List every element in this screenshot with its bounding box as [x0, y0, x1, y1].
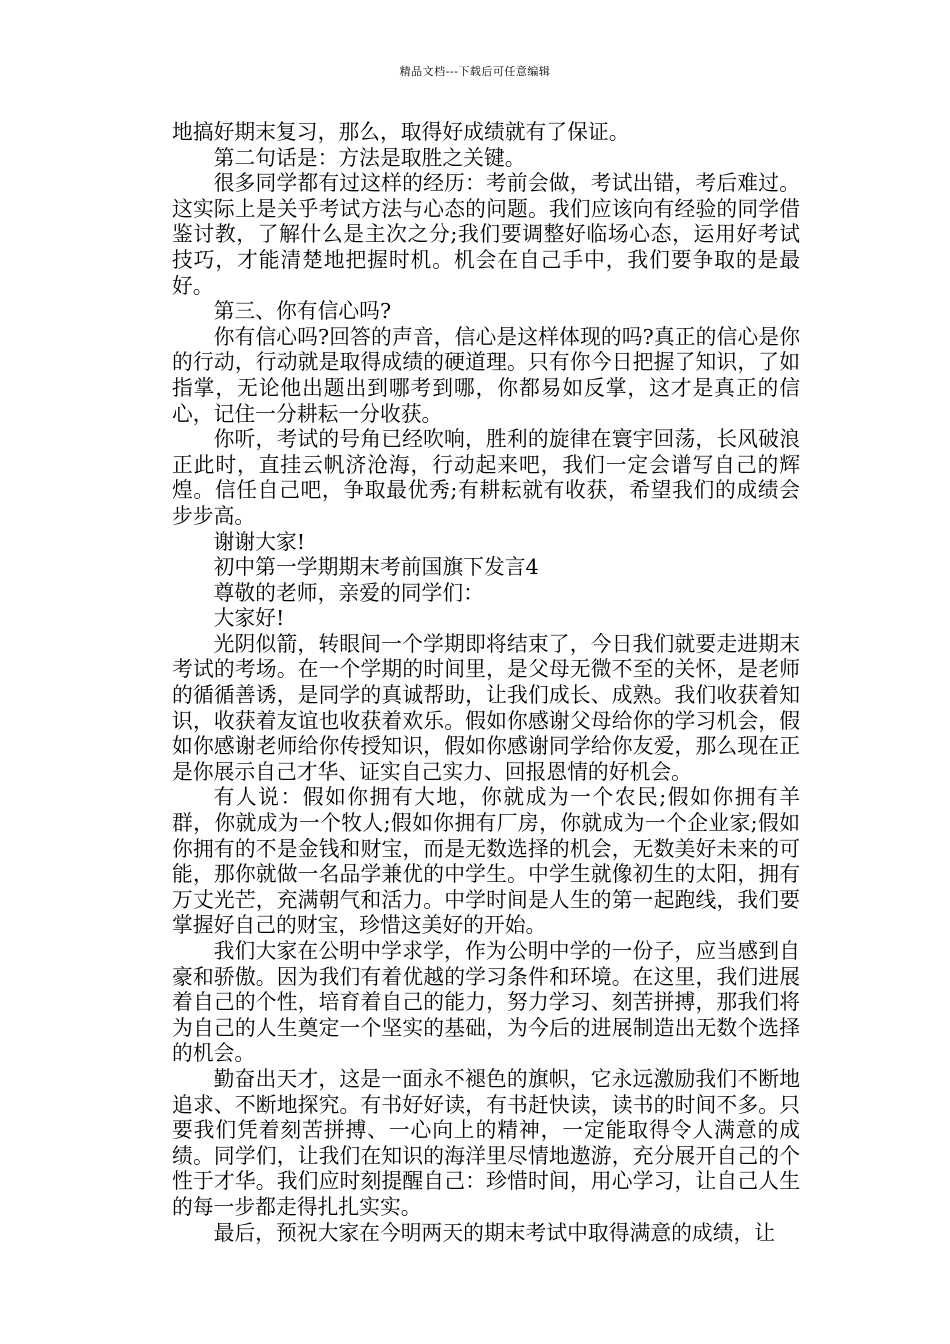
paragraph: 很多同学都有过这样的经历：考前会做，考试出错，考后难过。这实际上是关乎考试方法与心态的问题。我们应该向有经验的同学借鉴讨教，了解什么是主次之分;我们要调整好临场心态，运用好考试技巧，才能清楚地把握时机。机会在自己手中，我们要争取的是最好。 — [172, 171, 800, 298]
paragraph: 你有信心吗?回答的声音，信心是这样体现的吗?真正的信心是你的行动，行动就是取得成绩的硬道理。只有你今日把握了知识，了如指掌，无论他出题出到哪考到哪，你都易如反掌，这才是真正的信心，记住一分耕耘一分收获。 — [172, 324, 800, 426]
paragraph: 第二句话是：方法是取胜之关键。 — [213, 145, 526, 170]
paragraph: 你听，考试的号角已经吹响，胜利的旋律在寰宇回荡，长风破浪正此时，直挂云帆济沧海，行动起来吧，我们一定会谱写自己的辉煌。信任自己吧，争取最优秀;有耕耘就有收获，希望我们的成绩会步步高。 — [172, 427, 800, 528]
paragraph: 最后，预祝大家在今明两天的期末考试中取得满意的成绩，让 — [213, 1220, 776, 1245]
paragraph: 有人说：假如你拥有大地，你就成为一个农民;假如你拥有羊群，你就成为一个牧人;假如你拥有厂房，你就成为一个企业家;假如你拥有的不是金钱和财宝，而是无数选择的机会，无数美好未来的可能，那你就做一名品学兼优的中学生。中学生就像初生的太阳，拥有万丈光芒，充满朝气和活力。中学时间是人生的第一起跑线，我们要掌握好自己的财宝，珍惜这美好的开始。 — [172, 785, 800, 938]
paragraph: 地搞好期末复习，那么，取得好成绩就有了保证。 — [172, 120, 630, 144]
paragraph: 谢谢大家! — [213, 529, 306, 554]
greeting: 大家好! — [213, 606, 285, 631]
paragraph: 第三、你有信心吗? — [213, 299, 392, 324]
salutation: 尊敬的老师，亲爱的同学们： — [213, 580, 484, 605]
page-header: 精品文档---下载后可任意编辑 — [399, 65, 551, 78]
section-title: 初中第一学期期末考前国旗下发言4 — [213, 555, 539, 580]
paragraph: 勤奋出天才，这是一面永不褪色的旗帜，它永远激励我们不断地追求、不断地探究。有书好好读，有书赶快读，读书的时间不多。只要我们凭着刻苦拼搏、一心向上的精神，一定能取得令人满意的成绩。同学们，让我们在知识的海洋里尽情地遨游，充分展开自己的个性于才华。我们应时刻提醒自己：珍惜时间，用心学习，让自己人生的每一步都走得扎扎实实。 — [172, 1066, 800, 1219]
paragraph: 光阴似箭，转眼间一个学期即将结束了，今日我们就要走进期末考试的考场。在一个学期的时间里，是父母无微不至的关怀，是老师的循循善诱，是同学的真诚帮助，让我们成长、成熟。我们收获着知识，收获着友谊也收获着欢乐。假如你感谢父母给你的学习机会，假如你感谢老师给你传授知识，假如你感谢同学给你友爱，那么现在正是你展示自己才华、证实自己实力、回报恩情的好机会。 — [172, 631, 800, 784]
paragraph: 我们大家在公明中学求学，作为公明中学的一份子，应当感到自豪和骄傲。因为我们有着优越的学习条件和环境。在这里，我们进展着自己的个性，培育着自己的能力，努力学习、刻苦拼搏，那我们将为自己的人生奠定一个坚实的基础，为今后的进展制造出无数个选择的机会。 — [172, 939, 800, 1066]
document-body — [172, 120, 800, 1246]
